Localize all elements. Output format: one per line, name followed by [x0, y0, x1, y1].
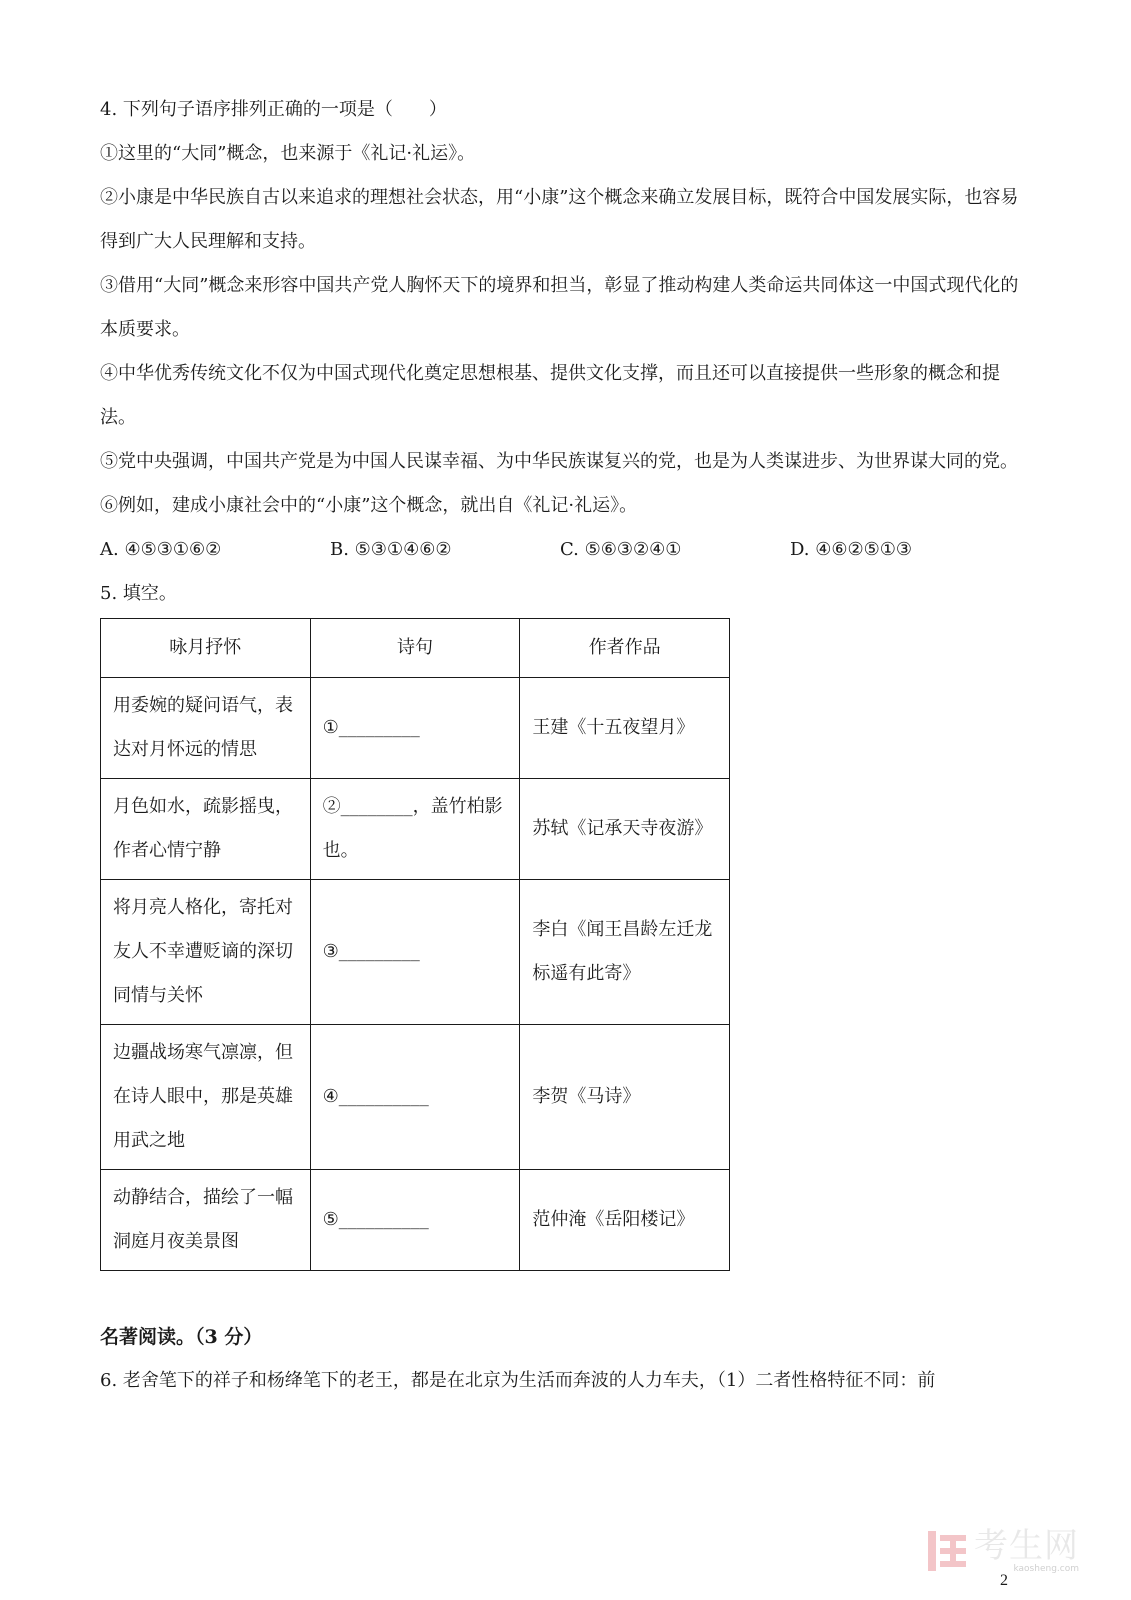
row5-blank: ⑤__________	[310, 1170, 520, 1271]
header-verse: 诗句	[310, 619, 520, 678]
q4-option-b: B. ⑤③①④⑥②	[330, 539, 452, 560]
row4-work: 李贺《马诗》	[520, 1025, 730, 1170]
q4-option-d: D. ④⑥②⑤①③	[790, 539, 913, 560]
q4-sentence-4: ④中华优秀传统文化不仅为中国式现代化奠定思想根基、提供文化支撑，而且还可以直接提供一些形象的概念和提法。	[100, 363, 1000, 428]
row1-theme: 用委婉的疑问语气，表达对月怀远的情思	[101, 678, 311, 779]
question-5-stem: 5. 填空。	[100, 583, 177, 604]
q4-options	[100, 528, 1030, 572]
row3-work: 李白《闻王昌龄左迁龙标遥有此寄》	[520, 880, 730, 1025]
kaosheng-watermark	[928, 1528, 1079, 1574]
row1-blank: ①_________	[310, 678, 520, 779]
table-row	[101, 880, 730, 1025]
row3-blank: ③_________	[310, 880, 520, 1025]
q4-option-a: A. ④⑤③①⑥②	[100, 539, 222, 560]
table-row	[101, 678, 730, 779]
q4-sentence-6: ⑥例如，建成小康社会中的“小康”这个概念，就出自《礼记·礼运》。	[100, 495, 638, 516]
exam-page-content	[100, 88, 1030, 1403]
row5-theme: 动静结合，描绘了一幅洞庭月夜美景图	[101, 1170, 311, 1271]
table-row	[101, 1025, 730, 1170]
poetry-fill-table	[100, 618, 730, 1271]
watermark-title: 考生网	[974, 1526, 1079, 1566]
q4-option-c: C. ⑤⑥③②④①	[560, 539, 682, 560]
header-author-work: 作者作品	[520, 619, 730, 678]
row1-work: 王建《十五夜望月》	[520, 678, 730, 779]
q4-sentence-1: ①这里的“大同”概念，也来源于《礼记·礼运》。	[100, 143, 476, 164]
kaosheng-logo-icon	[928, 1531, 968, 1571]
table-header-row	[101, 619, 730, 678]
question-6-stem: 6. 老舍笔下的祥子和杨绛笔下的老王，都是在北京为生活而奔波的人力车夫，（1）二者性格特征不同：前	[100, 1370, 936, 1391]
watermark-url: kaosheng.com	[1013, 1564, 1079, 1574]
section-title-classics-reading: 名著阅读。（3 分）	[100, 1326, 263, 1348]
q4-sentence-3: ③借用“大同”概念来形容中国共产党人胸怀天下的境界和担当，彰显了推动构建人类命运共同体这一中国式现代化的本质要求。	[100, 275, 1019, 340]
row2-theme: 月色如水，疏影摇曳，作者心情宁静	[101, 779, 311, 880]
row4-theme: 边疆战场寒气凛凛，但在诗人眼中，那是英雄用武之地	[101, 1025, 311, 1170]
row2-blank: ②________，盖竹柏影也。	[310, 779, 520, 880]
row3-theme: 将月亮人格化，寄托对友人不幸遭贬谪的深切同情与关怀	[101, 880, 311, 1025]
q4-sentence-5: ⑤党中央强调，中国共产党是为中国人民谋幸福、为中华民族谋复兴的党，也是为人类谋进步、为世界谋大同的党。	[100, 451, 1018, 472]
row4-blank: ④__________	[310, 1025, 520, 1170]
page-number: 2	[1000, 1572, 1008, 1589]
row2-work: 苏轼《记承天寺夜游》	[520, 779, 730, 880]
table-row	[101, 779, 730, 880]
table-row	[101, 1170, 730, 1271]
question-4-stem: 4. 下列句子语序排列正确的一项是（ ）	[100, 99, 447, 120]
row5-work: 范仲淹《岳阳楼记》	[520, 1170, 730, 1271]
q4-sentence-2: ②小康是中华民族自古以来追求的理想社会状态，用“小康”这个概念来确立发展目标，既符合中国发展实际，也容易得到广大人民理解和支持。	[100, 187, 1019, 252]
header-theme: 咏月抒怀	[101, 619, 311, 678]
